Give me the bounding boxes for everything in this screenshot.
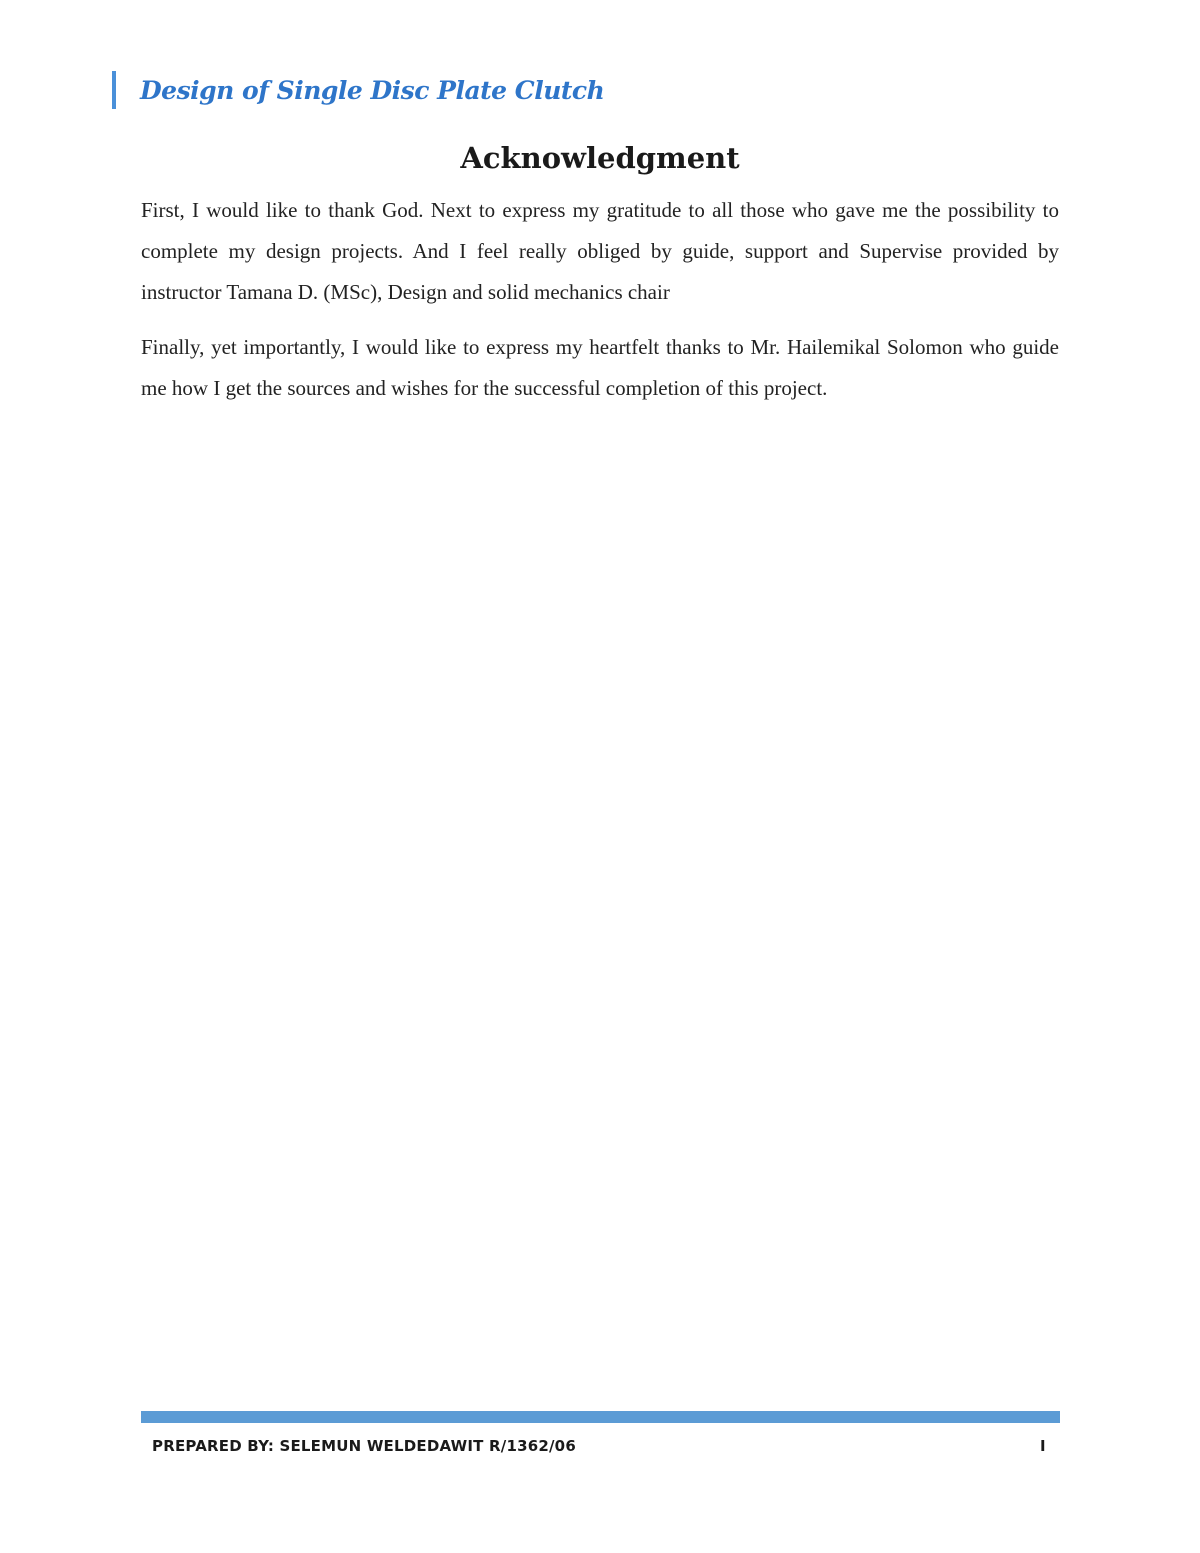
footer-rule (141, 1411, 1060, 1423)
document-body (141, 190, 1059, 423)
footer-prepared-by: PREPARED BY: SELEMUN WELDEDAWIT R/1362/06 (152, 1437, 576, 1455)
paragraph: First, I would like to thank God. Next to express my gratitude to all those who gave me the possibility to complete my design projects. And I feel really obliged by guide, support and Supervise provided by instructor Tamana D. (MSc), Design and solid mechanics chair (141, 198, 1059, 304)
page-header (112, 70, 604, 110)
page-number: I (1040, 1437, 1046, 1455)
paragraph: Finally, yet importantly, I would like to express my heartfelt thanks to Mr. Hailemikal Solomon who guide me how I get the sources and wishes for the successful completion of this project. (141, 335, 1059, 400)
header-accent-bar (112, 71, 116, 109)
header-title: Design of Single Disc Plate Clutch (140, 75, 605, 105)
page-title: Acknowledgment (460, 141, 740, 175)
